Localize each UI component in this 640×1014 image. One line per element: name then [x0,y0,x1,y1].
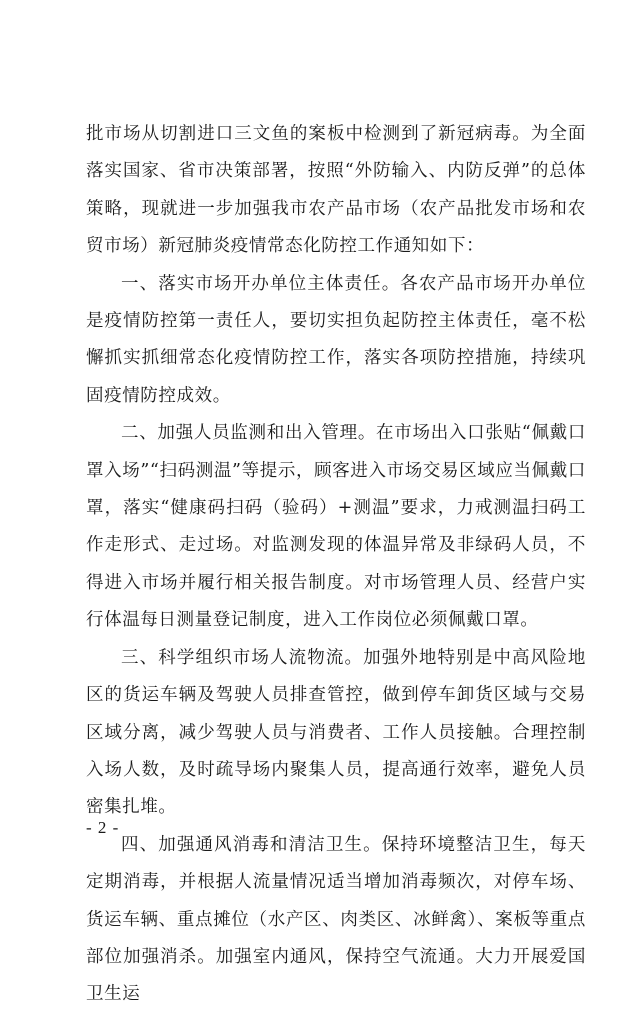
paragraph-section-4: 四、加强通风消毒和清洁卫生。保持环境整洁卫生，每天定期消毒，并根据人流量情况适当增加消毒频次，对停车场、货运车辆、重点摊位（水产区、肉类区、冰鲜禽）、案板等重点部位加强消杀。加强室内通风，保持空气流通。大力开展爱国卫生运 [86,834,586,1005]
paragraph-section-1: 一、落实市场开办单位主体责任。各农产品市场开办单位是疫情防控第一责任人，要切实担负起防控主体责任，毫不松懈抓实抓细常态化疫情防控工作，落实各项防控措施，持续巩固疫情防控成效。 [86,273,586,406]
paragraph-intro: 批市场从切割进口三文鱼的案板中检测到了新冠病毒。为全面落实国家、省市决策部署，按照“外防输入、内防反弹”的总体策略，现就进一步加强我市农产品市场（农产品批发市场和农贸市场）新冠肺炎疫情常态化防控工作通知如下： [86,124,586,257]
paragraph-section-2: 二、加强人员监测和出入管理。在市场出入口张贴“佩戴口罩入场”“扫码测温”等提示，顾客进入市场交易区域应当佩戴口罩，落实“健康码扫码（验码）+测温”要求，力戒测温扫码工作走形式、走过场。对监测发现的体温异常及非绿码人员，不得进入市场并履行相关报告制度。对市场管理人员、经营户实行体温每日测量登记制度，进入工作岗位必须佩戴口罩。 [86,423,586,631]
document-body [86,116,586,1014]
page-number: - 2 - [86,818,120,837]
paragraph-section-3: 三、科学组织市场人流物流。加强外地特别是中高风险地区的货运车辆及驾驶人员排查管控，做到停车卸货区域与交易区域分离，减少驾驶人员与消费者、工作人员接触。合理控制入场人数，及时疏导场内聚集人员，提高通行效率，避免人员密集扎堆。 [86,647,586,818]
